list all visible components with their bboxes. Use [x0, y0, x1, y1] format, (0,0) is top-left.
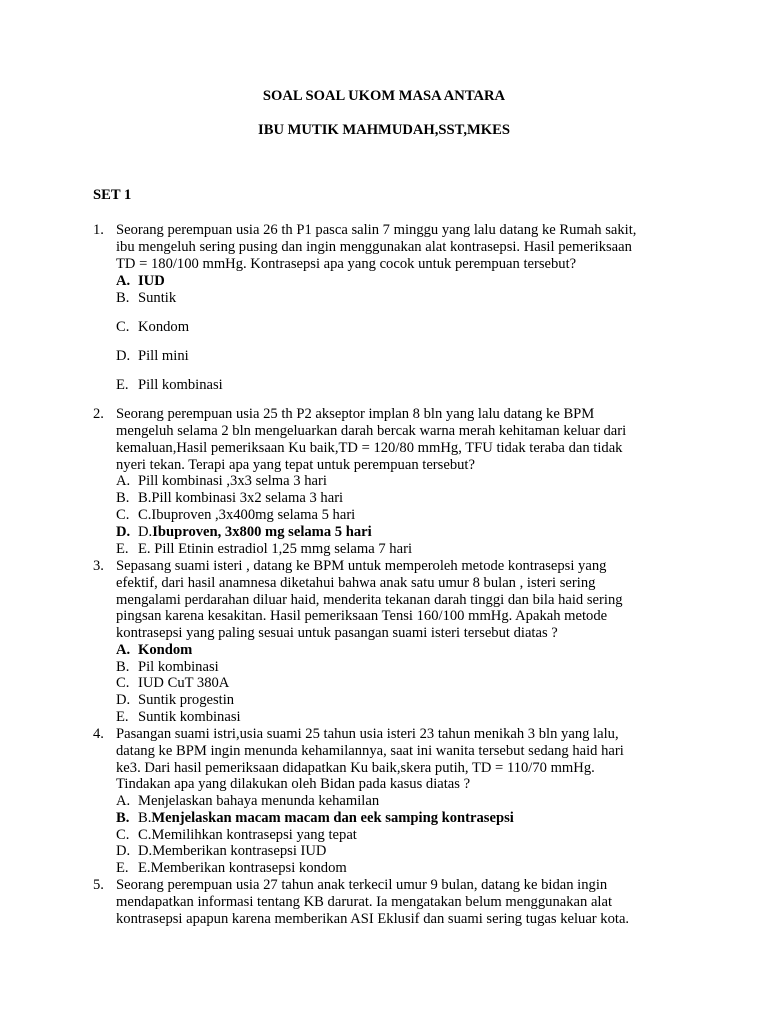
question-text-line: datang ke BPM ingin menunda kehamilannya, saat ini wanita tersebut sedang haid hari	[116, 743, 624, 759]
question-text-line: efektif, dari hasil anamnesa diketahui bahwa anak satu umur 8 bulan , isteri sering	[116, 575, 596, 591]
option-label: E.	[116, 541, 129, 557]
document-title: SOAL SOAL UKOM MASA ANTARA	[262, 88, 506, 104]
question-text-line: kontrasepsi apapun karena memberikan ASI Eklusif dan suami sering tugas keluar kota.	[116, 911, 630, 927]
question-text-line: ke3. Dari hasil pemeriksaan didapatkan Ku baik,skera putih, TD = 110/70 mmHg.	[116, 760, 595, 776]
question-text-line: Seorang perempuan usia 27 tahun anak terkecil umur 9 bulan, datang ke bidan ingin	[116, 877, 608, 893]
question-text-line: ibu mengeluh sering pusing dan ingin menggunakan alat kontrasepsi. Hasil pemeriksaan	[116, 239, 632, 255]
question-text-line: kontrasepsi yang paling sesuai untuk pasangan suami isteri tersebut diatas ?	[116, 625, 558, 641]
option-text: D.Memberikan kontrasepsi IUD	[138, 843, 327, 859]
option-text-correct	[138, 810, 514, 827]
question-text-line: mengalami perdarahan diluar haid, menderita tekanan darah tinggi dan bila haid sering	[116, 592, 623, 608]
option-prefix: D.	[138, 524, 153, 540]
option-text: C.Memilihkan kontrasepsi yang tepat	[138, 827, 357, 843]
option-label: B.	[116, 659, 130, 675]
option-label: C.	[116, 827, 130, 843]
option-text-correct	[138, 524, 372, 541]
option-text: Suntik kombinasi	[138, 709, 241, 725]
option-text: C.Ibuproven ,3x400mg selama 5 hari	[138, 507, 356, 523]
option-label: D.	[116, 348, 131, 364]
option-label: A.	[116, 642, 131, 658]
option-text: Pill kombinasi ,3x3 selma 3 hari	[138, 473, 327, 489]
option-label: A.	[116, 473, 131, 489]
set-heading: SET 1	[93, 187, 132, 203]
option-prefix: B.	[138, 810, 152, 826]
question-text-line: Tindakan apa yang dilakukan oleh Bidan pada kasus diatas ?	[116, 776, 471, 792]
option-answer: Ibuproven, 3x800 mg selama 5 hari	[152, 524, 372, 540]
option-text: Menjelaskan bahaya menunda kehamilan	[138, 793, 380, 809]
question-text-line: mengeluh selama 2 bln mengeluarkan darah bercak warna merah kehitaman keluar dari	[116, 423, 627, 439]
option-text: E.Memberikan kontrasepsi kondom	[138, 860, 347, 876]
question-text-line: Seorang perempuan usia 26 th P1 pasca salin 7 minggu yang lalu datang ke Rumah sakit,	[116, 222, 637, 238]
question-number: 1.	[93, 222, 104, 238]
option-text-correct: Kondom	[138, 642, 193, 658]
option-label: E.	[116, 709, 129, 725]
option-text: Kondom	[138, 319, 190, 335]
option-label: E.	[116, 860, 129, 876]
question-text-line: kemaluan,Hasil pemeriksaan Ku baik,TD = 120/80 mmHg, TFU tidak teraba dan tidak	[116, 440, 623, 456]
question-text-line: mendapatkan informasi tentang KB darurat. Ia mengatakan belum menggunakan alat	[116, 894, 613, 910]
option-label: D.	[116, 524, 131, 540]
option-text: Pill kombinasi	[138, 377, 223, 393]
option-label: B.	[116, 810, 130, 826]
option-text: IUD CuT 380A	[138, 675, 230, 691]
question-number: 4.	[93, 726, 104, 742]
question-text-line: pingsan karena kesakitan. Hasil pemeriksaan Tensi 160/100 mmHg. Apakah metode	[116, 608, 608, 624]
option-text: Suntik progestin	[138, 692, 235, 708]
document-author: IBU MUTIK MAHMUDAH,SST,MKES	[258, 122, 510, 138]
question-text-line: Sepasang suami isteri , datang ke BPM untuk memperoleh metode kontrasepsi yang	[116, 558, 607, 574]
option-answer: Menjelaskan macam macam dan eek samping kontrasepsi	[151, 810, 514, 826]
question-text-line: Seorang perempuan usia 25 th P2 akseptor implan 8 bln yang lalu datang ke BPM	[116, 406, 595, 422]
option-text: E. Pill Etinin estradiol 1,25 mmg selama 7 hari	[138, 541, 412, 557]
option-label: C.	[116, 675, 130, 691]
option-text: B.Pill kombinasi 3x2 selama 3 hari	[138, 490, 344, 506]
option-text: Pil kombinasi	[138, 659, 219, 675]
option-text: Suntik	[138, 290, 177, 306]
question-number: 2.	[93, 406, 104, 422]
question-text-line: nyeri tekan. Terapi apa yang tepat untuk perempuan tersebut?	[116, 457, 475, 473]
option-label: B.	[116, 290, 130, 306]
question-number: 3.	[93, 558, 104, 574]
option-label: C.	[116, 507, 130, 523]
question-text-line: TD = 180/100 mmHg. Kontrasepsi apa yang cocok untuk perempuan tersebut?	[116, 256, 577, 272]
option-label: D.	[116, 692, 131, 708]
option-label: C.	[116, 319, 130, 335]
question-text-line: Pasangan suami istri,usia suami 25 tahun usia isteri 23 tahun menikah 3 bln yang lalu,	[116, 726, 619, 742]
question-number: 5.	[93, 877, 104, 893]
option-text-correct: IUD	[138, 273, 165, 289]
option-label: A.	[116, 273, 131, 289]
option-text: Pill mini	[138, 348, 189, 364]
option-label: E.	[116, 377, 129, 393]
option-label: A.	[116, 793, 131, 809]
option-label: D.	[116, 843, 131, 859]
option-label: B.	[116, 490, 130, 506]
